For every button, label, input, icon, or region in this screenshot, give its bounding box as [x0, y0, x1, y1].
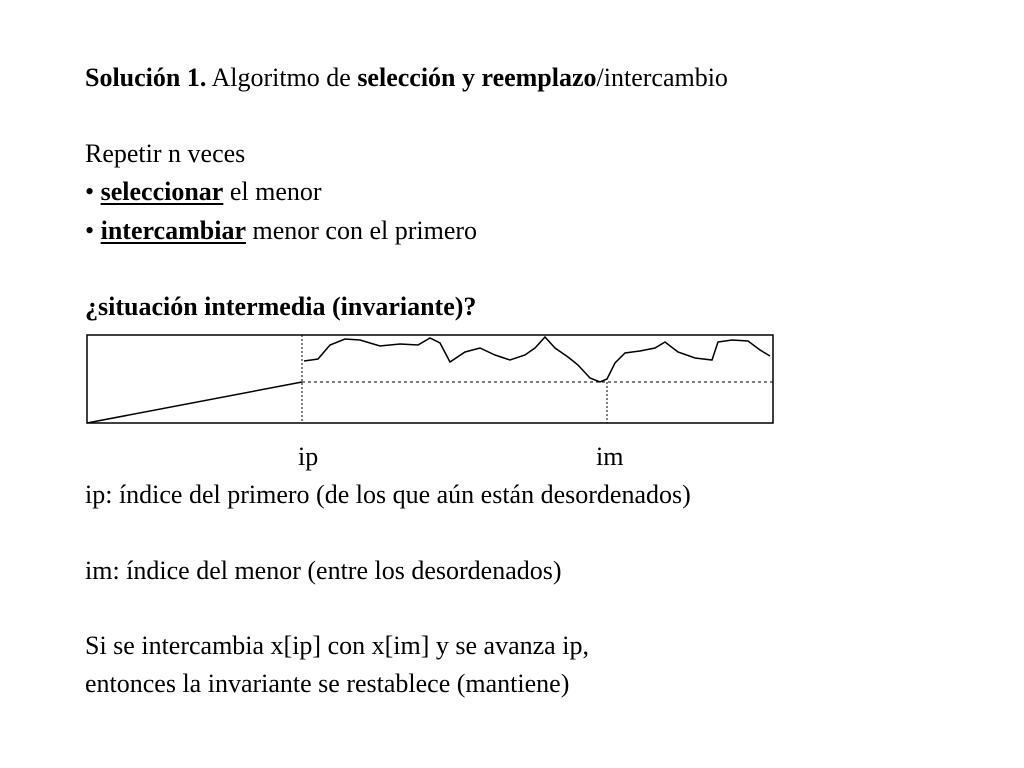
- title-bold-phrase: selección y reemplazo: [357, 63, 597, 92]
- sorted-ramp-line: [87, 382, 302, 423]
- conclusion-line-1: Si se intercambia x[ip] con x[im] y se avanza ip,: [85, 631, 589, 660]
- solution-label: Solución 1.: [85, 63, 207, 92]
- array-box: [87, 335, 773, 423]
- algorithm-heading: Repetir n veces: [85, 139, 246, 168]
- step-select-text: el menor: [223, 177, 322, 206]
- ip-definition: ip: índice del primero (de los que aún están desordenados): [85, 480, 691, 509]
- unsorted-values-curve: [304, 337, 770, 382]
- invariant-question: ¿situación intermedia (invariante)?: [85, 292, 477, 321]
- conclusion-line-2: entonces la invariante se restablece (mantiene): [85, 669, 570, 698]
- step-swap-text: menor con el primero: [245, 216, 478, 245]
- ip-label: ip: [298, 442, 319, 471]
- select-keyword: seleccionar: [100, 177, 224, 206]
- bullet-icon: •: [85, 177, 95, 206]
- swap-keyword: intercambiar: [100, 216, 246, 245]
- bullet-icon: •: [85, 216, 95, 245]
- title-text-a: Algoritmo de: [206, 63, 358, 92]
- im-label: im: [596, 442, 624, 471]
- title-text-b: /intercambio: [596, 63, 728, 92]
- im-definition: im: índice del menor (entre los desordenados): [85, 556, 562, 585]
